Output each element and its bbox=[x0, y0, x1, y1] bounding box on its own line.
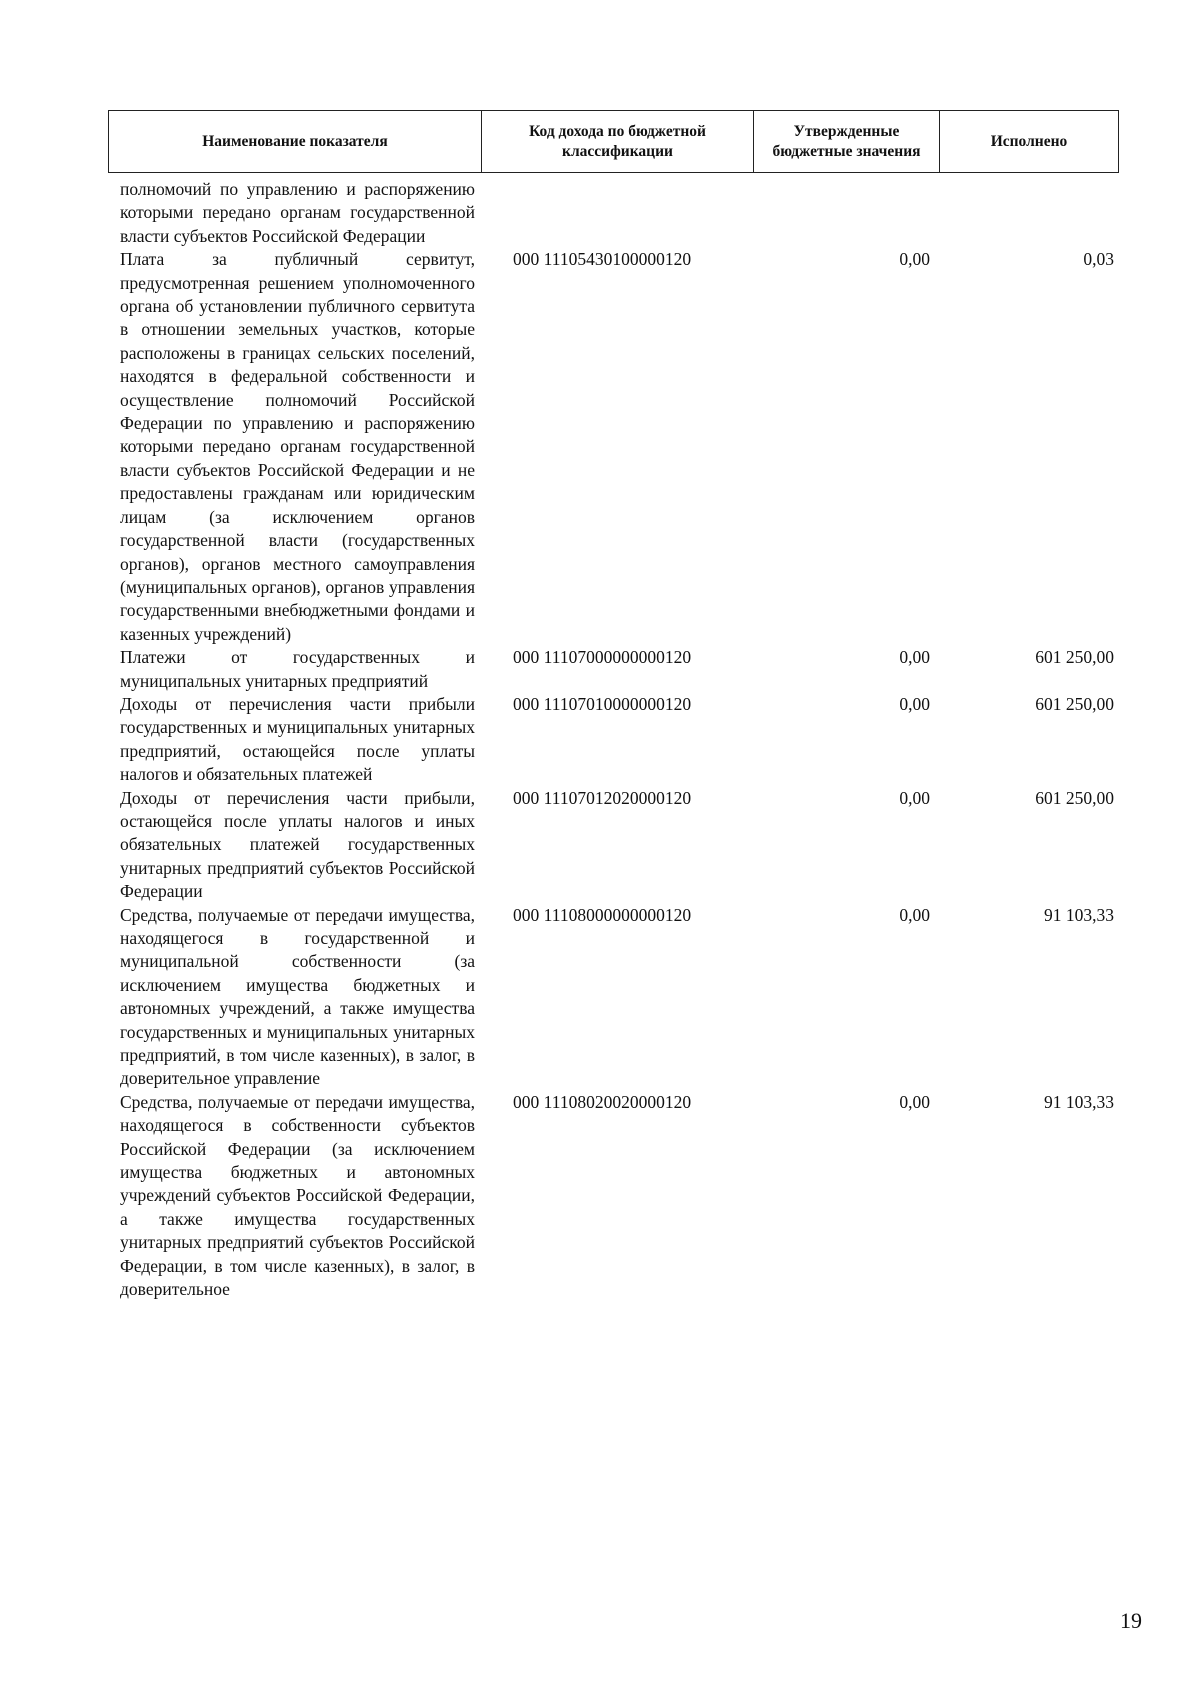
income-code: 000 11107012020000120 bbox=[513, 787, 692, 808]
approved-value: 0,00 bbox=[899, 249, 930, 270]
table-header bbox=[108, 110, 1119, 173]
header-approved-values: Утвержденные бюджетные значения bbox=[754, 111, 940, 172]
executed-value: 0,03 bbox=[1083, 249, 1114, 270]
table-row bbox=[0, 248, 1200, 646]
approved-value: 0,00 bbox=[899, 1091, 930, 1112]
approved-value: 0,00 bbox=[899, 904, 930, 925]
header-executed: Исполнено bbox=[990, 132, 1068, 150]
table-row bbox=[0, 904, 1200, 1091]
indicator-name: Средства, получаемые от передачи имущества, находящегося в собственности субъектов Российской Федерации (за исключением имущества бюджетных и автономных учреждений субъектов Российской Федерации, а также имущества государственных унитарных предприятий субъектов Российской Федерации, в том числе казенных), в залог, в доверительное bbox=[120, 1091, 475, 1300]
indicator-name: Доходы от перечисления части прибыли государственных и муниципальных унитарных предприятий, остающейся после уплаты налогов и обязательных платежей bbox=[120, 693, 475, 785]
income-code: 000 11108000000000120 bbox=[513, 904, 692, 925]
approved-value: 0,00 bbox=[899, 787, 930, 808]
executed-value: 91 103,33 bbox=[1044, 904, 1114, 925]
table-row bbox=[0, 787, 1200, 904]
page-number: 19 bbox=[1120, 1608, 1142, 1633]
table-row bbox=[0, 1091, 1200, 1302]
indicator-name: Платежи от государственных и муниципальных унитарных предприятий bbox=[120, 647, 475, 691]
income-code: 000 11107000000000120 bbox=[513, 647, 692, 668]
indicator-name: Средства, получаемые от передачи имущества, находящегося в государственной и муниципальной собственности (за исключением имущества бюджетных и автономных учреждений, а также имущества государственных и муниципальных унитарных предприятий, в том числе казенных), в залог, в доверительное управление bbox=[120, 904, 475, 1089]
approved-value: 0,00 bbox=[899, 693, 930, 714]
indicator-name: Плата за публичный сервитут, предусмотренная решением уполномоченного органа об установлении публичного сервитута в отношении земельных участков, которые расположены в границах сельских поселений, находятся в федеральной собственности и осуществление полномочий Российской Федерации по управлению и распоряжению которыми передано органам государственной власти субъектов Российской Федерации и не предоставлены гражданам или юридическим лицам (за исключением органов государственной власти (государственных органов), органов местного самоуправления (муниципальных органов), органов управления государственными внебюджетными фондами и казенных учреждений) bbox=[120, 249, 475, 644]
executed-value: 91 103,33 bbox=[1044, 1091, 1114, 1112]
income-code: 000 11107010000000120 bbox=[513, 693, 692, 714]
table-row bbox=[0, 693, 1200, 787]
header-income-code: Код дохода по бюджетной классификации bbox=[482, 111, 754, 172]
header-indicator-name: Наименование показателя bbox=[109, 111, 482, 172]
income-code: 000 11105430100000120 bbox=[513, 249, 692, 270]
executed-value: 601 250,00 bbox=[1035, 787, 1114, 808]
executed-value: 601 250,00 bbox=[1035, 693, 1114, 714]
table-row bbox=[0, 646, 1200, 693]
indicator-name: полномочий по управлению и распоряжению которыми передано органам государственной власти субъектов Российской Федерации bbox=[120, 179, 475, 246]
approved-value: 0,00 bbox=[899, 647, 930, 668]
indicator-name: Доходы от перечисления части прибыли, остающейся после уплаты налогов и иных обязательных платежей государственных унитарных предприятий субъектов Российской Федерации bbox=[120, 787, 475, 902]
executed-value: 601 250,00 bbox=[1035, 647, 1114, 668]
table-body bbox=[0, 178, 1200, 1302]
table-row bbox=[0, 178, 1200, 248]
income-code: 000 11108020020000120 bbox=[513, 1091, 692, 1112]
